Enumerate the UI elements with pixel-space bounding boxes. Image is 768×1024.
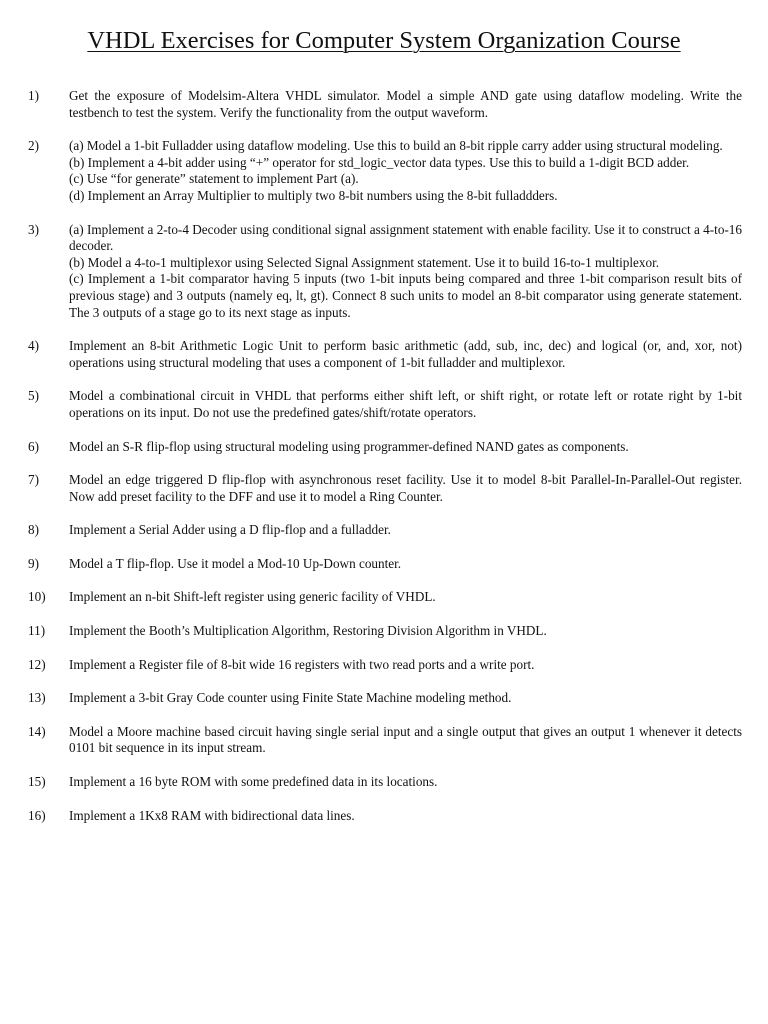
exercise-number: 8) xyxy=(28,522,39,538)
exercise-item xyxy=(28,522,742,539)
exercise-item xyxy=(28,439,742,456)
exercise-text xyxy=(69,808,742,825)
exercise-paragraph: Model a T flip-flop. Use it model a Mod-10 Up-Down counter. xyxy=(69,555,402,571)
exercise-paragraph: Model an edge triggered D flip-flop with asynchronous reset facility. Use it to model 8-bit Parallel-In-Parallel-Out register. Now add preset facility to the DFF and use it to model a Ring Counter. xyxy=(69,472,742,504)
exercise-paragraph: Implement a 1Kx8 RAM with bidirectional data lines. xyxy=(69,807,355,823)
exercise-text xyxy=(69,138,742,204)
exercise-paragraph: Model a combinational circuit in VHDL that performs either shift left, or shift right, or rotate left or rotate right by 1-bit operations on its input. Do not use the predefined gates/shift/rotate operators. xyxy=(69,388,742,420)
exercise-number: 13) xyxy=(28,690,46,706)
exercise-text xyxy=(69,724,742,757)
exercise-item xyxy=(28,724,742,757)
exercise-item xyxy=(28,808,742,825)
exercise-paragraph: Implement the Booth’s Multiplication Algorithm, Restoring Division Algorithm in VHDL. xyxy=(69,623,547,639)
exercise-item xyxy=(28,623,742,640)
exercise-number: 16) xyxy=(28,807,46,823)
exercise-text xyxy=(69,439,742,456)
exercise-number: 12) xyxy=(28,656,46,672)
exercise-item xyxy=(28,690,742,707)
exercise-text xyxy=(69,522,742,539)
exercise-text xyxy=(69,222,742,322)
exercise-number: 5) xyxy=(28,388,39,404)
exercise-item xyxy=(28,138,742,204)
exercise-paragraph: Implement a Serial Adder using a D flip-flop and a fulladder. xyxy=(69,522,391,538)
exercise-paragraph: Implement an n-bit Shift-left register using generic facility of VHDL. xyxy=(69,589,436,605)
exercise-text xyxy=(69,657,742,674)
exercise-paragraph: Model a Moore machine based circuit having single serial input and a single output that gives an output 1 whenever it detects 0101 bit sequence in its input stream. xyxy=(69,723,742,756)
exercise-item xyxy=(28,774,742,791)
page-title: VHDL Exercises for Computer System Organization Course xyxy=(87,27,681,54)
exercise-number: 2) xyxy=(28,138,39,154)
exercise-text xyxy=(69,338,742,371)
exercise-paragraph: (b) Implement a 4-bit adder using “+” operator for std_logic_vector data types. Use this to build a 1-digit BCD adder. xyxy=(69,154,690,170)
exercise-item xyxy=(28,589,742,606)
exercise-number: 3) xyxy=(28,221,39,237)
exercise-text xyxy=(69,623,742,640)
exercise-paragraph: (a) Model a 1-bit Fulladder using dataflow modeling. Use this to build an 8-bit ripple carry adder using structural modeling. xyxy=(69,138,723,154)
exercise-text xyxy=(69,589,742,606)
exercise-paragraph: (c) Implement a 1-bit comparator having 5 inputs (two 1-bit inputs being compared and three 1-bit comparison result bits of previous stage) and 3 outputs (namely eq, lt, gt). Connect 8 such units to model an 8-bit comparator using generate statement. The 3 outputs of a stage go to its next stage as inputs. xyxy=(69,271,742,320)
exercise-number: 9) xyxy=(28,555,39,571)
exercise-number: 14) xyxy=(28,723,46,739)
exercise-paragraph: (b) Model a 4-to-1 multiplexor using Selected Signal Assignment statement. Use it to build 16-to-1 multiplexor. xyxy=(69,254,660,270)
exercise-paragraph: Implement a 3-bit Gray Code counter using Finite State Machine modeling method. xyxy=(69,690,512,706)
exercise-number: 15) xyxy=(28,774,46,790)
exercise-number: 10) xyxy=(28,589,46,605)
exercise-text xyxy=(69,774,742,791)
exercise-number: 6) xyxy=(28,438,39,454)
exercise-number: 11) xyxy=(28,623,46,639)
exercise-text xyxy=(69,388,742,421)
exercise-paragraph: (d) Implement an Array Multiplier to multiply two 8-bit numbers using the 8-bit fulladdders. xyxy=(69,187,558,203)
exercise-item xyxy=(28,88,742,121)
exercise-text xyxy=(69,472,742,505)
exercise-number: 1) xyxy=(28,88,39,103)
exercise-list xyxy=(28,88,742,824)
exercise-paragraph: Model an S-R flip-flop using structural modeling using programmer-defined NAND gates as components. xyxy=(69,438,629,454)
exercise-item xyxy=(28,222,742,322)
exercise-number: 4) xyxy=(28,338,39,354)
exercise-paragraph: Implement a Register file of 8-bit wide 16 registers with two read ports and a write port. xyxy=(69,656,535,672)
exercise-paragraph: (c) Use “for generate” statement to implement Part (a). xyxy=(69,171,359,187)
exercise-paragraph: Implement an 8-bit Arithmetic Logic Unit to perform basic arithmetic (add, sub, inc, dec) and logical (or, and, xor, not) operations using structural modeling that uses a component of 1-bit fulladder and multiplexor. xyxy=(69,338,742,370)
exercise-item xyxy=(28,338,742,371)
exercise-text xyxy=(69,690,742,707)
exercise-item xyxy=(28,472,742,505)
exercise-text xyxy=(69,556,742,573)
exercise-paragraph: (a) Implement a 2-to-4 Decoder using conditional signal assignment statement with enable facility. Use it to construct a 4-to-16 decoder. xyxy=(69,221,742,254)
exercise-paragraph: Get the exposure of Modelsim-Altera VHDL simulator. Model a simple AND gate using dataflow modeling. Write the testbench to test the system. Verify the functionality from the output waveform. xyxy=(69,88,742,120)
exercise-item xyxy=(28,657,742,674)
exercise-paragraph: Implement a 16 byte ROM with some predefined data in its locations. xyxy=(69,774,438,790)
exercise-item xyxy=(28,556,742,573)
exercise-text xyxy=(69,88,742,121)
exercise-number: 7) xyxy=(28,472,39,488)
exercise-item xyxy=(28,388,742,421)
